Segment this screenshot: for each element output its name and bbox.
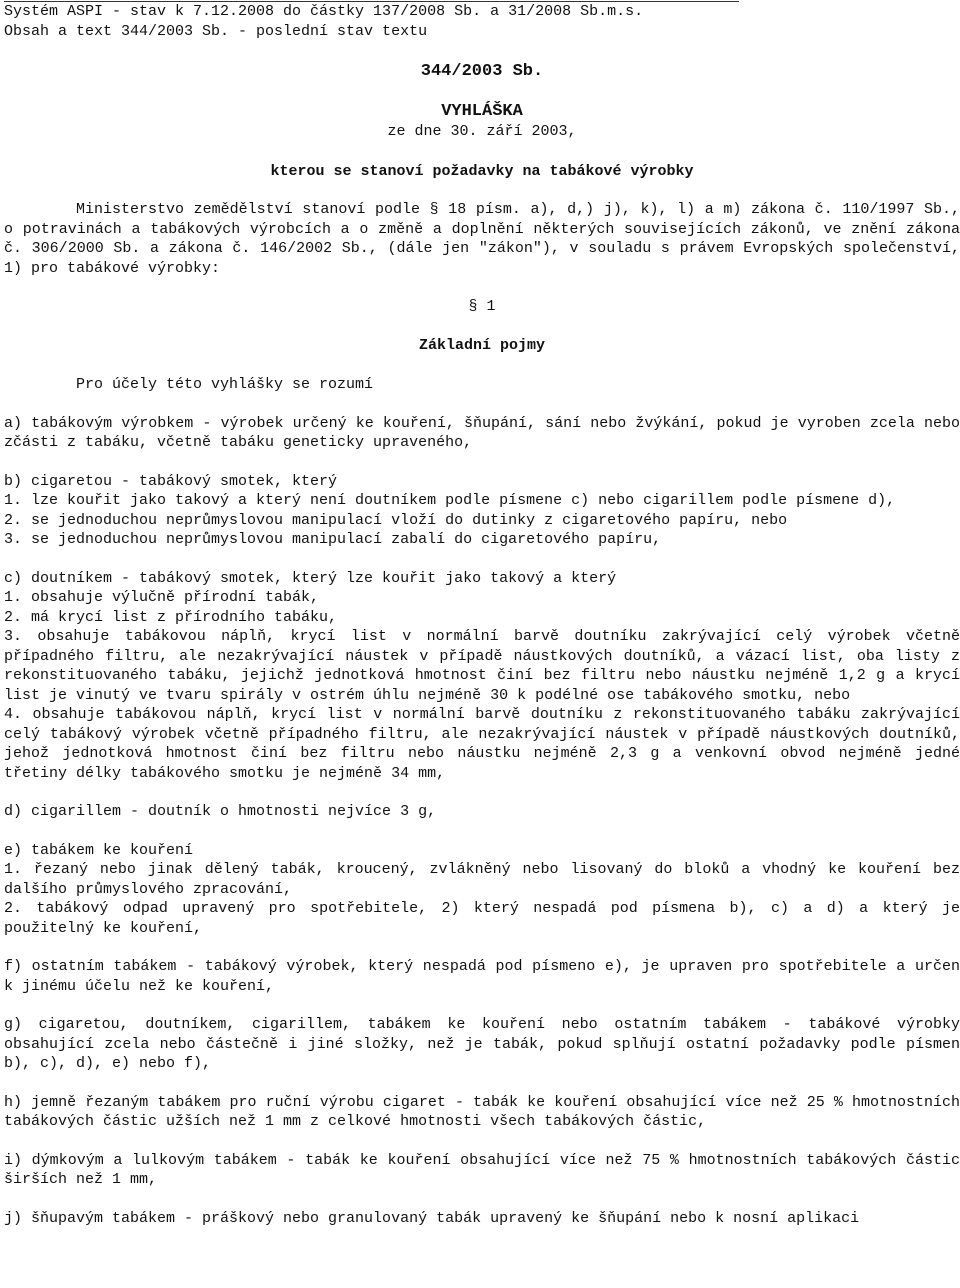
definition-e xyxy=(4,841,960,939)
document-type: VYHLÁŠKA xyxy=(441,102,523,121)
definition-c-item-4: 4. obsahuje tabákovou náplň, krycí list v normální barvě doutníku z rekonstituovaného tabáku zakrývající celý tabákový výrobek včetně případného filtru, ale nezakrývající náustek v případě náustkových doutníků, jehož jednotková hmotnost činí bez filtru nebo náustku nejméně 2,3 g a venkovní obvod nejméně jedné třetiny délky tabákového smotku je nejméně 34 mm, xyxy=(4,706,960,782)
definition-b-item-2: 2. se jednoduchou neprůmyslovou manipulací vloží do dutinky z cigaretového papíru, nebo xyxy=(4,511,788,529)
definition-c xyxy=(4,569,960,784)
definition-g: g) cigaretou, doutníkem, cigarillem, tabákem ke kouření nebo ostatním tabákem - tabákové výrobky obsahující zcela nebo částečně i jiné složky, než je tabák, pokud splňují ostatní požadavky podle písmen b), c), d), e) nebo f), xyxy=(4,1016,960,1072)
definition-a: a) tabákovým výrobkem - výrobek určený ke kouření, šňupání, sání nebo žvýkání, pokud je vyroben zcela nebo zčásti z tabáku, včetně tabáku geneticky upraveného, xyxy=(4,414,960,451)
definition-f: f) ostatním tabákem - tabákový výrobek, který nespadá pod písmeno e), je upraven pro spotřebitele a určen k jinému účelu než ke kouření, xyxy=(4,958,960,995)
section-title: Základní pojmy xyxy=(418,337,546,354)
definition-b-head: b) cigaretou - tabákový smotek, který xyxy=(4,472,338,490)
preamble: Ministerstvo zemědělství stanoví podle § 18 písm. a), d,) j), k), l) a m) zákona č. 110/1997 Sb., o potravinách a tabákových výrobcích a o změně a doplnění některých souvisejících zákonů, ve znění zákona č. 306/2000 Sb. a zákona č. 146/2002 Sb., (dále jen "zákon"), v souladu s právem Evropských společenství, 1) pro tabákové výrobky: xyxy=(4,201,960,277)
definition-e-item-1: 1. řezaný nebo jinak dělený tabák, kroucený, zvlákněný nebo lisovaný do bloků a vhodný ke kouření bez dalšího průmyslového zpracování, xyxy=(4,861,960,898)
section-sign: § 1 xyxy=(468,298,496,315)
definition-h: h) jemně řezaným tabákem pro ruční výrobu cigaret - tabák ke kouření obsahující více než 25 % hmotnostních tabákových částic užších než 1 mm z celkové hmotnosti všech tabákových částic, xyxy=(4,1093,960,1130)
definition-b xyxy=(4,472,960,550)
document-page xyxy=(4,0,960,1288)
definition-e-item-2: 2. tabákový odpad upravený pro spotřebitele, 2) který nespadá pod písmena b), c) a d) a který je použitelný ke kouření, xyxy=(4,900,960,937)
definition-i: i) dýmkovým a lulkovým tabákem - tabák ke kouření obsahující více než 75 % hmotnostních tabákových částic širších než 1 mm, xyxy=(4,1151,960,1188)
definition-b-item-1: 1. lze kouřit jako takový a který není doutníkem podle písmene c) nebo cigarillem podle písmene d), xyxy=(4,492,896,509)
definition-c-item-1: 1. obsahuje výlučně přírodní tabák, xyxy=(4,589,320,606)
definition-c-item-2: 2. má krycí list z přírodního tabáku, xyxy=(4,608,338,626)
definition-d: d) cigarillem - doutník o hmotnosti nejvíce 3 g, xyxy=(4,803,437,820)
definition-c-head: c) doutníkem - tabákový smotek, který lze kouřit jako takový a který xyxy=(4,569,617,587)
system-header: Systém ASPI - stav k 7.12.2008 do částky 137/2008 Sb. a 31/2008 Sb.m.s. xyxy=(4,3,644,20)
definition-e-head: e) tabákem ke kouření xyxy=(4,841,194,859)
content-header: Obsah a text 344/2003 Sb. - poslední stav textu xyxy=(4,22,428,40)
document-date: ze dne 30. září 2003, xyxy=(387,123,577,140)
definition-c-item-3: 3. obsahuje tabákovou náplň, krycí list v normální barvě doutníku zakrývající celý výrobek včetně případného filtru, ale nezakrývající náustek v případě náustkových doutníků, a vázací list, oba listy z rekonstituovaného tabáku, jejichž jednotková hmotnost činí bez filtru nebo náustku nejméně 1,2 g a krycí list je vinutý ve tvaru spirály v ostrém úhlu nejméně 30 k podélné ose tabákového smotku, nebo xyxy=(4,628,960,704)
document-number: 344/2003 Sb. xyxy=(420,62,544,81)
definition-b-item-3: 3. se jednoduchou neprůmyslovou manipulací zabalí do cigaretového papíru, xyxy=(4,531,662,548)
section-intro: Pro účely této vyhlášky se rozumí xyxy=(76,376,374,393)
definition-j: j) šňupavým tabákem - práškový nebo granulovaný tabák upravený ke šňupání nebo k nosní aplikaci xyxy=(4,1209,860,1227)
document-title: kterou se stanoví požadavky na tabákové výrobky xyxy=(270,163,694,180)
